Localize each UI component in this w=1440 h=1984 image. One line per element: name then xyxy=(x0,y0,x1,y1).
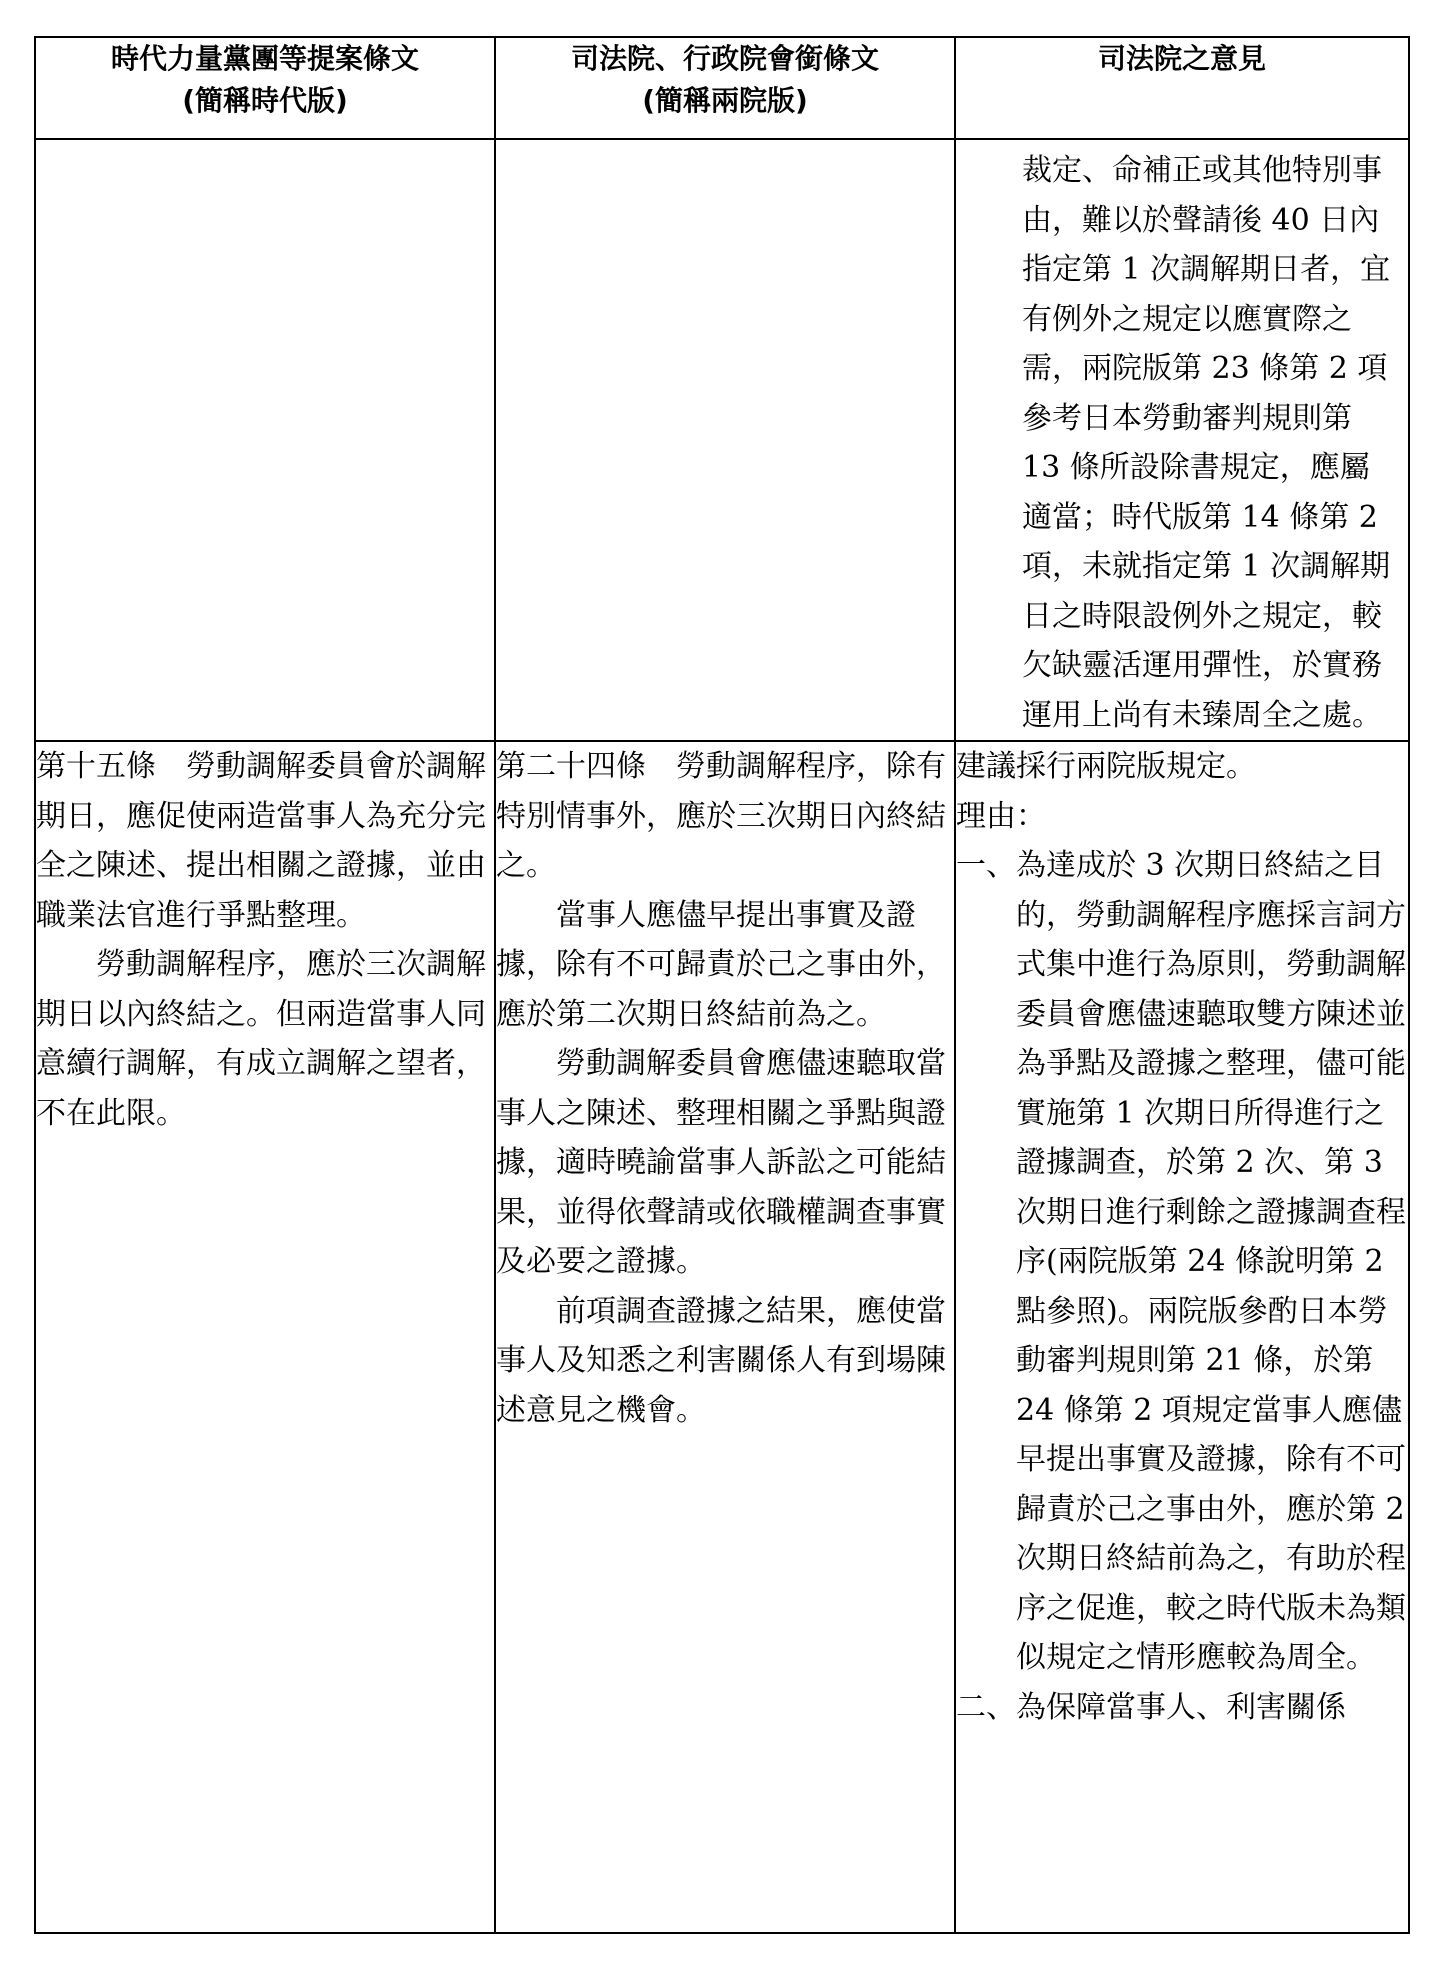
header-time-version-abbr: (簡稱時代版) xyxy=(182,84,348,117)
time-article-15-p1: 第十五條 勞動調解委員會於調解期日，應促使兩造當事人為充分完全之陳述、提出相關之證據，並由職業法官進行爭點整理。 xyxy=(36,749,486,933)
two-yuan-article-24-p2: 當事人應儘早提出事實及證據，除有不可歸責於己之事由外，應於第二次期日終結前為之。 xyxy=(496,897,946,1032)
cell-two-yuan-version-article xyxy=(495,741,955,1933)
header-two-yuan-version-title: 司法院、行政院會銜條文 xyxy=(570,42,879,75)
opinion-reason-2: 二、為保障當事人、利害關係 xyxy=(956,1689,1346,1725)
opinion-recommendation: 建議採行兩院版規定。 xyxy=(956,749,1256,784)
header-time-version-title: 時代力量黨團等提案條文 xyxy=(110,42,419,75)
opinion-reason-label: 理由： xyxy=(956,798,1046,834)
header-row xyxy=(35,37,1409,139)
cell-time-version-empty xyxy=(35,139,495,741)
table-row-continuation xyxy=(35,139,1409,741)
cell-opinion-continued xyxy=(955,139,1409,741)
header-judicial-opinion xyxy=(955,37,1409,139)
opinion-reason-1: 一、為達成於 3 次期日終結之目的，勞動調解程序應採言詞方式集中進行為原則，勞動調解委員會應儘速聽取雙方陳述並為爭點及證據之整理，儘可能實施第 1 次期日所得進行之證據調查，於第 2 次、第 3 次期日進行剩餘之證據調查程序(兩院版第 24 條說明第 2 點參照)。兩院版參酌日本勞動審判規則第 21 條，於第 24 條第 2 項規定當事人應儘早提出事實及證據，除有不可歸責於己之事由外，應於第 2 次期日終結前為之，有助於程序之促進，較之時代版未為類似規定之情形應較為周全。 xyxy=(956,848,1406,1675)
time-article-15-p2: 勞動調解程序，應於三次調解期日以內終結之。但兩造當事人同意續行調解，有成立調解之望者，不在此限。 xyxy=(36,947,486,1131)
comparison-table xyxy=(34,36,1410,1934)
opinion-continued-text: 裁定、命補正或其他特別事由，難以於聲請後 40 日內指定第 1 次調解期日者，宜有例外之規定以應實際之需，兩院版第 23 條第 2 項參考日本勞動審判規則第 13 條所設除書規定，應屬適當；時代版第 14 條第 2 項，未就指定第 1 次調解期日之時限設例外之規定，較欠缺靈活運用彈性，於實務運用上尚有未臻周全之處。 xyxy=(1022,153,1391,733)
cell-opinion-article xyxy=(955,741,1409,1933)
cell-two-yuan-version-empty xyxy=(495,139,955,741)
two-yuan-article-24-p3: 勞動調解委員會應儘速聽取當事人之陳述、整理相關之爭點與證據，適時曉諭當事人訴訟之可能結果，並得依聲請或依職權調查事實及必要之證據。 xyxy=(496,1046,946,1279)
header-two-yuan-version xyxy=(495,37,955,139)
header-time-version xyxy=(35,37,495,139)
cell-time-version-article xyxy=(35,741,495,1933)
two-yuan-article-24-p1: 第二十四條 勞動調解程序，除有特別情事外，應於三次期日內終結之。 xyxy=(496,749,946,883)
header-judicial-opinion-title: 司法院之意見 xyxy=(1097,42,1266,75)
two-yuan-article-24-p4: 前項調查證據之結果，應使當事人及知悉之利害關係人有到場陳述意見之機會。 xyxy=(496,1293,946,1428)
table-row-article xyxy=(35,741,1409,1933)
header-two-yuan-version-abbr: (簡稱兩院版) xyxy=(642,84,808,117)
